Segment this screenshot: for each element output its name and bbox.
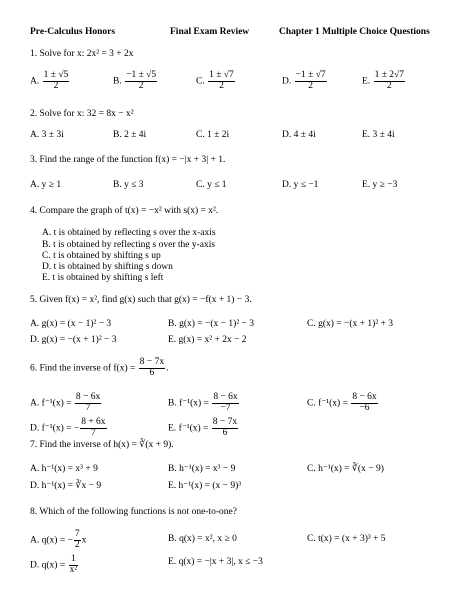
q5-choice-c[interactable]: C. g(x) = −(x + 1)² + 3 [307, 319, 394, 329]
q6-choice-a[interactable]: A. f⁻¹(x) = $\frac{8 - 6x}{7}$ [30, 392, 101, 413]
q7-choice-c[interactable]: C. h⁻¹(x) = ∛(x − 9) [307, 464, 384, 474]
q1-choice-d[interactable]: D. $\frac{-1 \pm √7}{2}$ [282, 70, 326, 91]
question-4-stem: 4. Compare the graph of t(x) = −x² with s(x) = x². [30, 206, 219, 216]
q1-choice-a[interactable]: A. $\frac{1 \pm √5}{2}$ [30, 70, 69, 91]
question-2-stem: 2. Solve for x: 32 = 8x − x² [30, 109, 134, 119]
question-7-stem: 7. Find the inverse of h(x) = ∛(x + 9). [30, 440, 174, 450]
q8-choice-d[interactable]: D. q(x) = $\frac{1}{\text{x²}}$ [30, 554, 78, 575]
q7-choice-a[interactable]: A. h⁻¹(x) = x³ + 9 [30, 464, 98, 474]
q4-choice-e[interactable]: E. t is obtained by shifting s left [42, 273, 164, 283]
q5-choice-a[interactable]: A. g(x) = (x − 1)² − 3 [30, 319, 112, 329]
question-3-stem: 3. Find the range of the function f(x) = −|x + 3| + 1. [30, 155, 226, 165]
q1-choice-b[interactable]: B. $\frac{-1 \pm √5}{2}$ [113, 70, 157, 91]
q2-choice-a[interactable]: A. 3 ± 3i [30, 130, 64, 140]
q2-choice-d[interactable]: D. 4 ± 4i [282, 130, 316, 140]
question-5-stem: 5. Given f(x) = x², find g(x) such that g(x) = −f(x + 1) − 3. [30, 295, 252, 305]
q8-choice-a[interactable]: A. q(x) = − $\frac{7}{2}$ x [30, 529, 87, 550]
q3-choice-e[interactable]: E. y ≥ −3 [362, 180, 398, 190]
q5-choice-b[interactable]: B. g(x) = −(x − 1)² − 3 [168, 319, 255, 329]
q4-choice-d[interactable]: D. t is obtained by shifting s down [42, 262, 173, 272]
question-1-stem: 1. Solve for x: 2x² = 3 + 2x [30, 49, 134, 59]
q3-choice-d[interactable]: D. y ≤ −1 [282, 180, 319, 190]
q3-choice-c[interactable]: C. y ≤ 1 [196, 180, 227, 190]
q4-choice-c[interactable]: C. t is obtained by shifting s up [42, 251, 161, 261]
q7-choice-e[interactable]: E. h⁻¹(x) = (x − 9)³ [168, 481, 242, 491]
q4-choice-a[interactable]: A. t is obtained by reflecting s over the x-axis [42, 228, 216, 238]
review-title: Final Exam Review [170, 27, 250, 37]
q8-choice-b[interactable]: B. q(x) = x², x ≥ 0 [168, 534, 237, 544]
q8-choice-c[interactable]: C. t(x) = (x + 3)³ + 5 [307, 534, 386, 544]
question-6-stem: 6. Find the inverse of f(x) = $\frac{8 - 7x}{6}$ . [30, 357, 169, 378]
q6-choice-c[interactable]: C. f⁻¹(x) = $\frac{8 - 6x}{-6}$ [307, 392, 377, 413]
q7-choice-d[interactable]: D. h⁻¹(x) = ∛x − 9 [30, 481, 102, 491]
q6-choice-b[interactable]: B. f⁻¹(x) = $\frac{8 - 6x}{-7}$ [168, 392, 238, 413]
q6-choice-e[interactable]: E. f⁻¹(x) = $\frac{8 - 7x}{6}$ [168, 417, 238, 438]
course-title: Pre-Calculus Honors [30, 27, 116, 37]
q2-choice-c[interactable]: C. 1 ± 2i [196, 130, 230, 140]
q1-choice-e[interactable]: E. $\frac{1 \pm 2√7}{2}$ [362, 70, 404, 91]
q3-choice-b[interactable]: B. y ≤ 3 [113, 180, 144, 190]
q3-choice-a[interactable]: A. y ≥ 1 [30, 180, 62, 190]
q2-choice-b[interactable]: B. 2 ± 4i [113, 130, 147, 140]
chapter-title: Chapter 1 Multiple Choice Questions [279, 27, 430, 37]
q5-choice-e[interactable]: E. g(x) = x² + 2x − 2 [168, 335, 247, 345]
q8-choice-e[interactable]: E. q(x) = −|x + 3|, x ≤ −3 [168, 557, 263, 567]
q2-choice-e[interactable]: E. 3 ± 4i [362, 130, 395, 140]
q5-choice-d[interactable]: D. g(x) = −(x + 1)² − 3 [30, 335, 117, 345]
q7-choice-b[interactable]: B. h⁻¹(x) = x³ − 9 [168, 464, 236, 474]
q1-choice-c[interactable]: C. $\frac{1 \pm √7}{2}$ [196, 70, 234, 91]
q6-choice-d[interactable]: D. f⁻¹(x) = − $\frac{8 + 6x}{7}$ [30, 417, 106, 438]
q4-choice-b[interactable]: B. t is obtained by reflecting s over the y-axis [42, 240, 216, 250]
question-8-stem: 8. Which of the following functions is not one-to-one? [30, 507, 237, 517]
